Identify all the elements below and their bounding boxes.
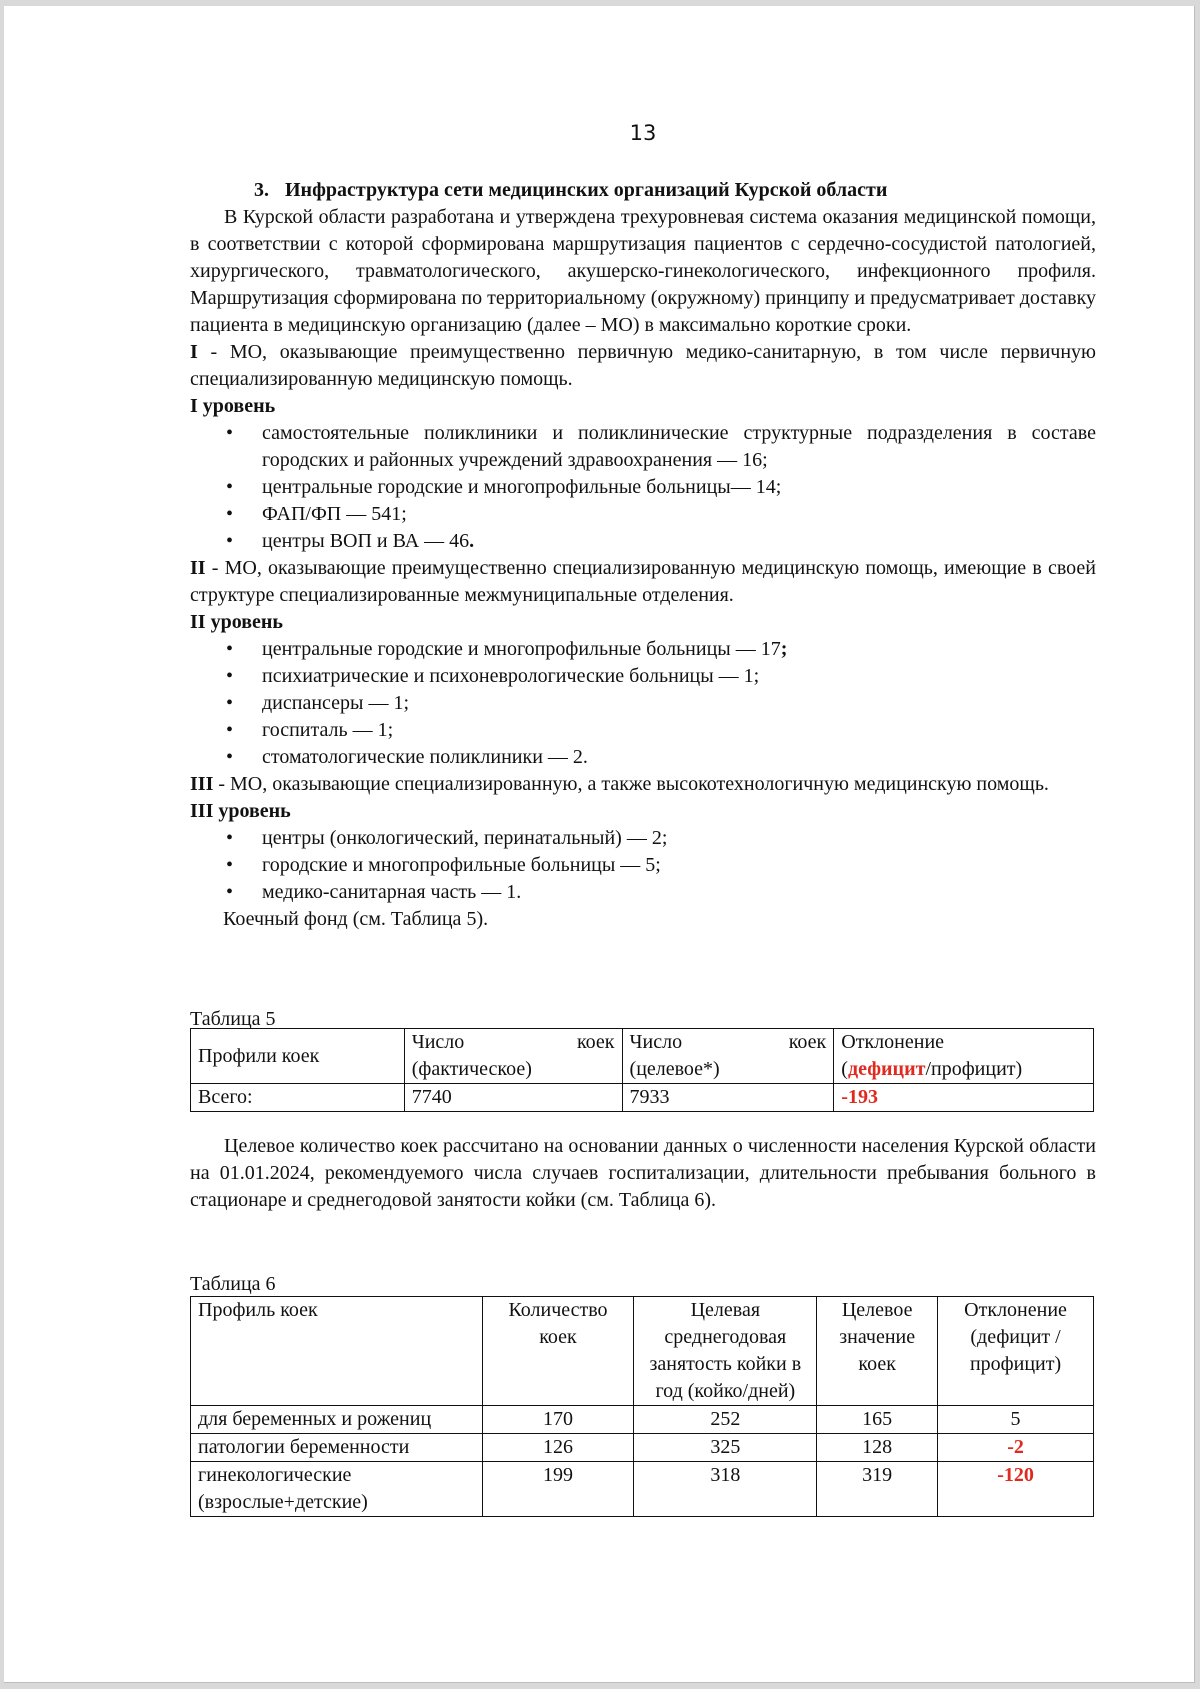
document-page — [4, 6, 1195, 1683]
header-actual: Число коек (фактическое) — [404, 1029, 622, 1084]
list-item: • медико-санитарная часть — 1. — [262, 879, 1096, 906]
cell-deviation: -120 — [938, 1462, 1094, 1517]
cell-occupancy: 318 — [634, 1462, 817, 1517]
cell-total-target: 7933 — [622, 1084, 834, 1112]
cell-profile: патологии беременности — [191, 1434, 483, 1462]
cell-target: 128 — [817, 1434, 938, 1462]
section-number: 3. — [254, 179, 269, 201]
cell-target: 165 — [817, 1406, 938, 1434]
level-2-list — [190, 636, 1096, 771]
level-2-title: II уровень — [190, 611, 283, 633]
header-deviation: Отклонение (дефицит/профицит) — [834, 1029, 1094, 1084]
list-item: • психиатрические и психоневрологические больницы — 1; — [262, 663, 1096, 690]
cell-total-actual: 7740 — [404, 1084, 622, 1112]
level-1-roman: I — [190, 341, 198, 363]
cell-occupancy: 325 — [634, 1434, 817, 1462]
level-1-title: I уровень — [190, 395, 276, 417]
table-6-caption: Таблица 6 — [190, 1273, 276, 1295]
table-header-row — [191, 1297, 1094, 1406]
list-item: • самостоятельные поликлиники и поликлинические структурные подразделения в составе городских и районных учреждений здравоохранения — 16; — [262, 420, 1096, 474]
level-1-desc-text: - МО, оказывающие преимущественно первичную медико-санитарную, в том числе первичную специализированную медицинскую помощь. — [190, 341, 1096, 390]
list-item: • стоматологические поликлиники — 2. — [262, 744, 1096, 771]
header-profile: Профили коек — [191, 1029, 405, 1084]
cell-total-deviation: -193 — [834, 1084, 1094, 1112]
level-3-title: III уровень — [190, 800, 291, 822]
cell-profile: гинекологические (взрослые+детские) — [191, 1462, 483, 1517]
header-occupancy: Целевая среднегодовая занятость койки в год (койко/дней) — [634, 1297, 817, 1406]
table-row — [191, 1084, 1094, 1112]
intro-paragraph: В Курской области разработана и утверждена трехуровневая система оказания медицинской помощи, в соответствии с которой сформирована маршрутизация пациентов с сердечно-сосудистой патологией, хирургического, травматологического, акушерско-гинекологического, инфекционного профиля. Маршрутизация сформирована по территориальному (окружному) принципу и предусматривает доставку пациента в медицинскую организацию (далее – МО) в максимально короткие сроки. — [190, 206, 1096, 336]
list-item: • госпиталь — 1; — [262, 717, 1096, 744]
table-header-row — [191, 1029, 1094, 1084]
body-text — [190, 204, 1096, 933]
list-item: • городские и многопрофильные больницы — 5; — [262, 852, 1096, 879]
cell-deviation: 5 — [938, 1406, 1094, 1434]
level-1-description — [190, 339, 1096, 393]
cell-deviation: -2 — [938, 1434, 1094, 1462]
list-item: • диспансеры — 1; — [262, 690, 1096, 717]
target-calc-paragraph: Целевое количество коек рассчитано на основании данных о численности населения Курской области на 01.01.2024, рекомендуемого числа случаев госпитализации, длительности пребывания больного в стационаре и среднегодовой занятости койки (см. Таблица 6). — [190, 1135, 1096, 1211]
section-heading — [254, 177, 1096, 204]
cell-target: 319 — [817, 1462, 938, 1517]
list-item: • центры (онкологический, перинатальный) — 2; — [262, 825, 1096, 852]
table-5 — [190, 1028, 1094, 1112]
section-title: Инфраструктура сети медицинских организаций Курской области — [285, 179, 888, 201]
cell-count: 126 — [482, 1434, 634, 1462]
table-6 — [190, 1296, 1094, 1517]
cell-count: 170 — [482, 1406, 634, 1434]
header-count: Количество коек — [482, 1297, 634, 1406]
level-2-description — [190, 555, 1096, 609]
level-1-list — [190, 420, 1096, 555]
cell-count: 199 — [482, 1462, 634, 1517]
level-3-desc-text: - МО, оказывающие специализированную, а также высокотехнологичную медицинскую помощь. — [213, 773, 1049, 795]
header-target: Целевое значение коек — [817, 1297, 938, 1406]
level-2-roman: II — [190, 557, 206, 579]
header-deviation: Отклонение (дефицит / профицит) — [938, 1297, 1094, 1406]
list-item: • центры ВОП и ВА — 46. — [262, 528, 1096, 555]
table-row — [191, 1406, 1094, 1434]
page-number: 13 — [629, 121, 657, 145]
level-3-roman: III — [190, 773, 214, 795]
list-item: • центральные городские и многопрофильные больницы — 17; — [262, 636, 1096, 663]
bed-fund-note: Коечный фонд (см. Таблица 5). — [223, 908, 489, 930]
table-row — [191, 1462, 1094, 1517]
header-target: Число коек (целевое*) — [622, 1029, 834, 1084]
cell-profile: для беременных и рожениц — [191, 1406, 483, 1434]
level-3-list — [190, 825, 1096, 906]
table-5-caption: Таблица 5 — [190, 1008, 276, 1030]
list-item: • ФАП/ФП — 541; — [262, 501, 1096, 528]
cell-occupancy: 252 — [634, 1406, 817, 1434]
level-3-description — [190, 771, 1096, 798]
list-item: • центральные городские и многопрофильные больницы— 14; — [262, 474, 1096, 501]
level-2-desc-text: - МО, оказывающие преимущественно специализированную медицинскую помощь, имеющие в своей структуре специализированные межмуниципальные отделения. — [190, 557, 1096, 606]
cell-total-label: Всего: — [191, 1084, 405, 1112]
header-profile: Профиль коек — [191, 1297, 483, 1406]
table-row — [191, 1434, 1094, 1462]
